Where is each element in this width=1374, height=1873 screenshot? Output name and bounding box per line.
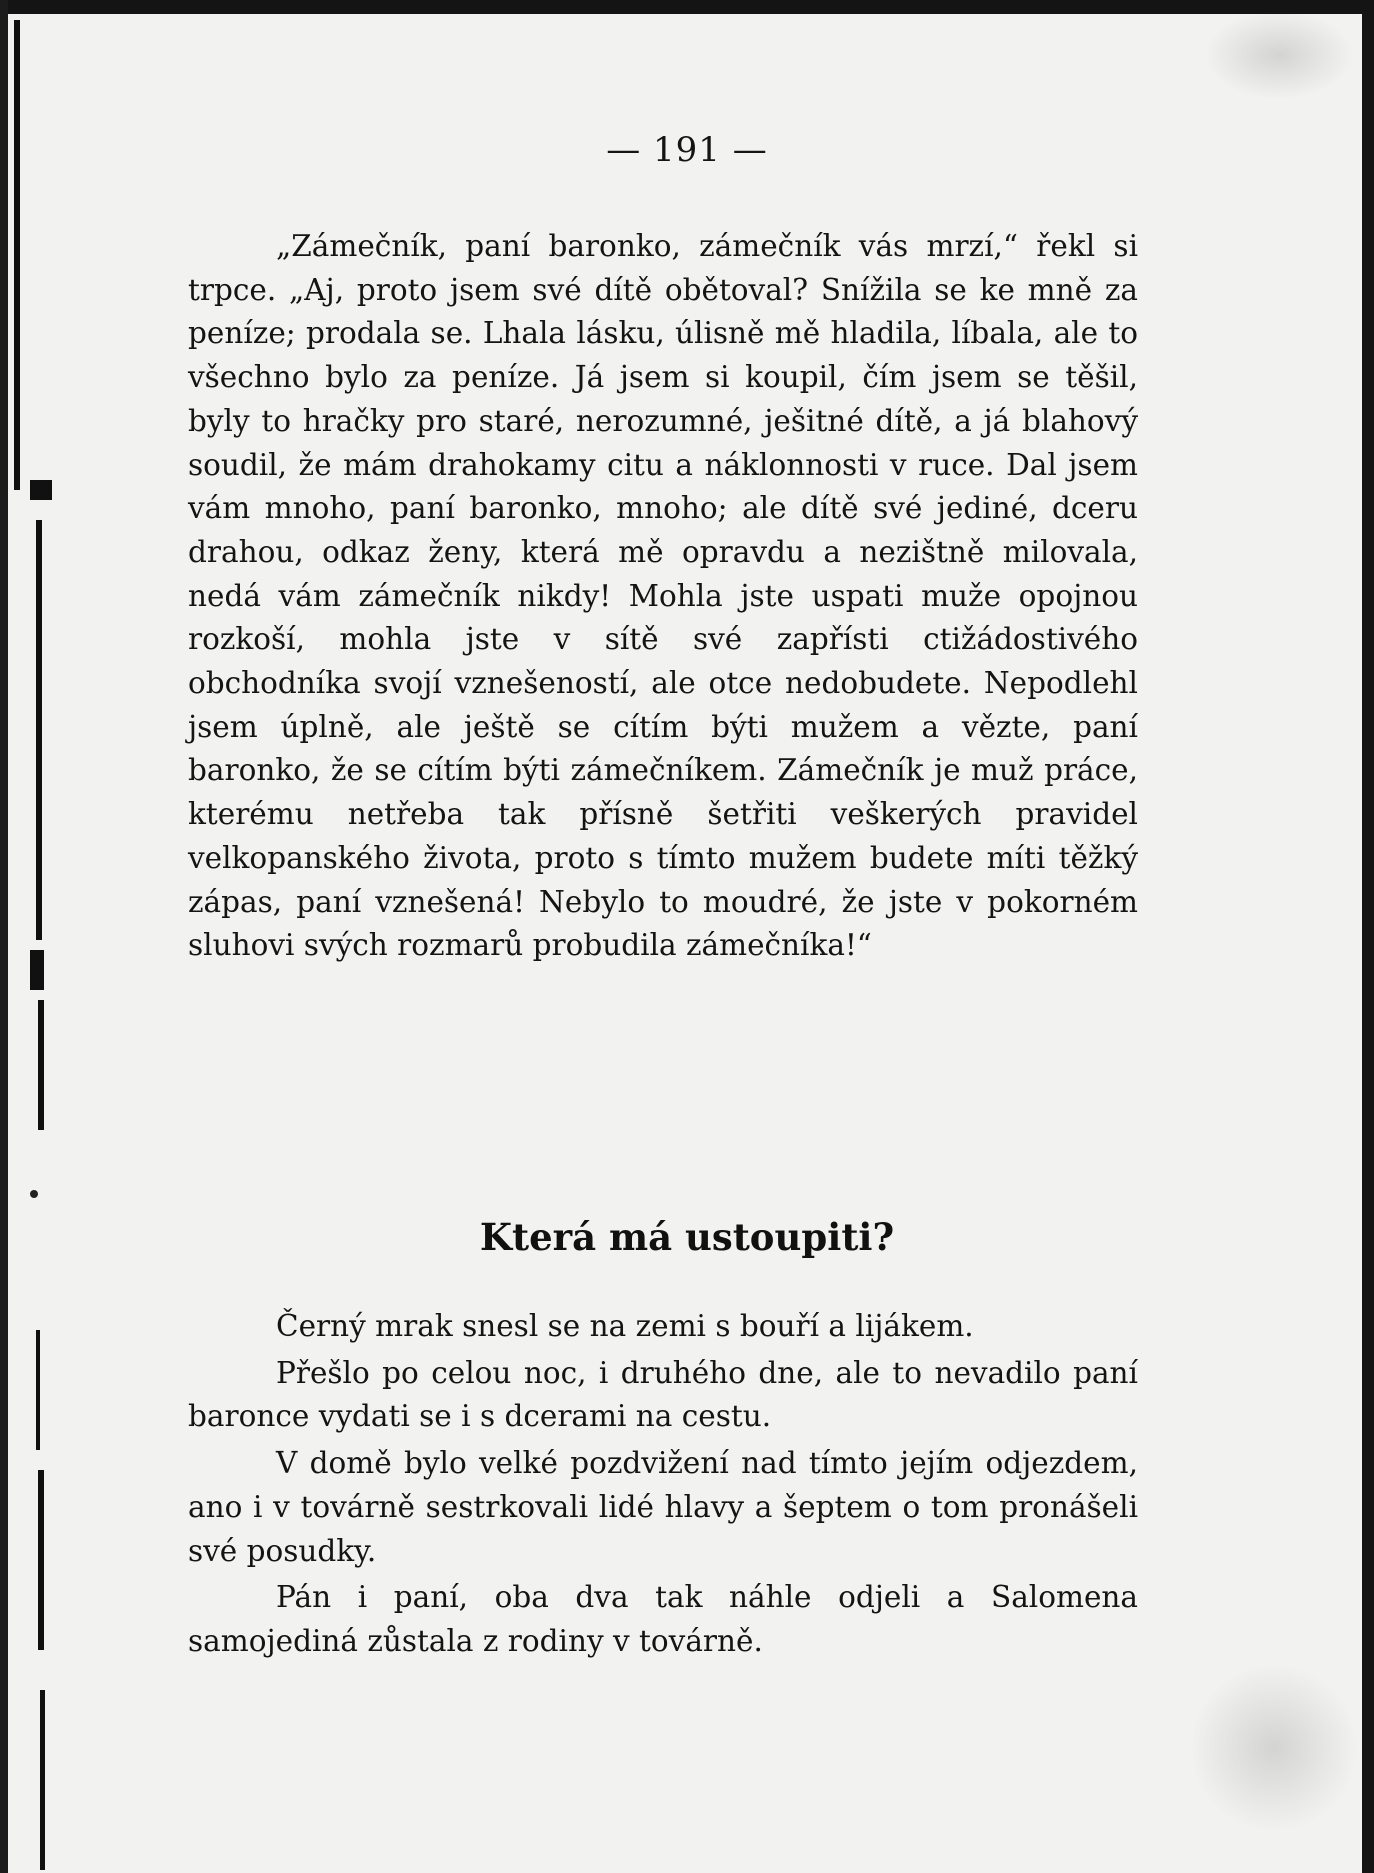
body-paragraph: Černý mrak snesl se na zemi s bouří a lijákem.: [276, 1309, 974, 1343]
binding-line: [38, 1470, 44, 1650]
binding-notch: [30, 480, 52, 500]
paper-stain: [1189, 1663, 1359, 1833]
section-body: [188, 1305, 1138, 1664]
quote-text-block: [188, 225, 1138, 968]
binding-marks: [0, 0, 60, 1873]
body-paragraph: Přešlo po celou noc, i druhého dne, ale to nevadilo paní baronce vydati se i s dcerami na cestu.: [188, 1355, 1138, 1434]
quote-paragraph: „Zámečník, paní baronko, zámečník vás mrzí,“ řekl si trpce. „Aj, proto jsem své dítě obětoval? Snížila se ke mně za peníze; prodala se. Lhala lásku, úlisně mě hladila, líbala, ale to všechno bylo za peníze. Já jsem si koupil, čím jsem se těšil, byly to hračky pro staré, nerozumné, ješitné dítě, a já blahový soudil, že mám drahokamy citu a náklonnosti v ruce. Dal jsem vám mnoho, paní baronko, mnoho; ale dítě své jediné, dceru drahou, odkaz ženy, která mě opravdu a nezištně milovala, nedá vám zámečník nikdy! Mohla jste uspati muže opojnou rozkoší, mohla jste v sítě své zapřísti ctižádostivého obchodníka svojí vznešeností, ale otce nedobudete. Nepodlehl jsem úplně, ale ještě se cítím býti mužem a vězte, paní baronko, že se cítím býti zámečníkem. Zámečník je muž práce, kterému netřeba tak přísně šetřiti veškerých pravidel velkopanského života, proto s tímto mužem budete míti těžký zápas, paní vznešená! Nebylo to moudré, že jste v pokorném sluhovi svých rozmarů probudila zámečníka!“: [188, 229, 1138, 963]
paper-stain: [1204, 10, 1354, 100]
binding-line: [36, 520, 42, 940]
page-number: — 191 —: [606, 130, 768, 170]
binding-line: [36, 1330, 40, 1450]
binding-dot: [30, 1190, 38, 1198]
scan-edge-top: [0, 0, 1374, 14]
binding-line: [14, 20, 20, 490]
binding-notch: [30, 950, 44, 990]
binding-line: [38, 1000, 44, 1130]
binding-line: [40, 1690, 45, 1870]
scan-edge-right: [1362, 0, 1374, 1873]
body-paragraph: Pán i paní, oba dva tak náhle odjeli a Salomena samojediná zůstala z rodiny v továrně.: [188, 1580, 1138, 1658]
body-paragraph: V domě bylo velké pozdvižení nad tímto jejím odjezdem, ano i v továrně sestrkovali lidé hlavy a šeptem o tom pronášeli své posudky.: [188, 1446, 1138, 1568]
section-heading: Která má ustoupiti?: [479, 1215, 895, 1259]
